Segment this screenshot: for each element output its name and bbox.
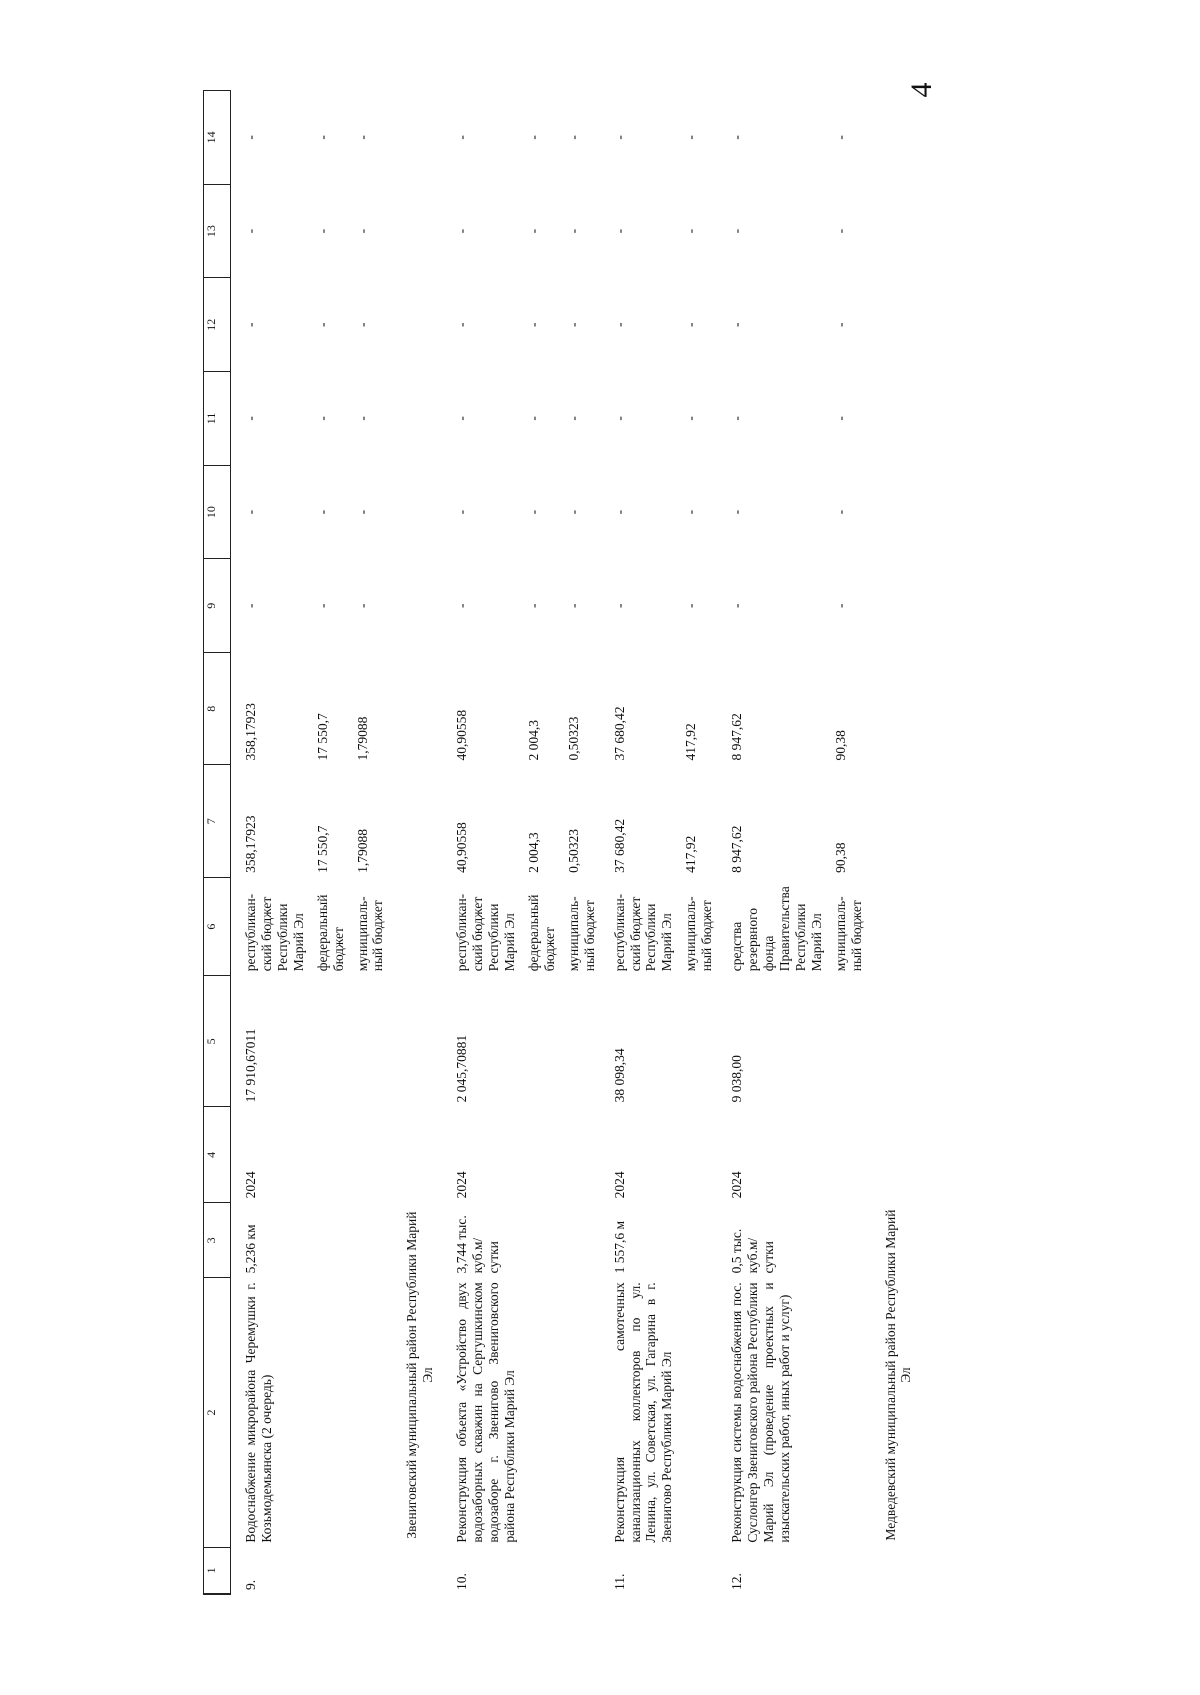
dash-cell: - xyxy=(354,603,370,609)
dash-cell: - xyxy=(683,228,699,234)
amount-c7: 90,38 xyxy=(832,842,848,873)
dash-cell: - xyxy=(683,135,699,140)
dash-cell: - xyxy=(525,509,541,515)
dash-cell: - xyxy=(832,135,848,140)
amount-c8: 358,17923 xyxy=(243,703,258,761)
col-header: 14 xyxy=(204,91,231,185)
dash-cell: - xyxy=(525,322,541,327)
dash-cell: - xyxy=(611,603,627,609)
amount-c7: 17 550,7 xyxy=(314,825,330,873)
row-number: 12. xyxy=(729,1573,745,1590)
amount-c8: 40,90558 xyxy=(454,709,470,761)
funding-source: муниципаль-ный бюджет xyxy=(565,896,597,972)
dash-cell: - xyxy=(729,603,745,609)
col-header: 3 xyxy=(204,1203,231,1278)
dash-cell: - xyxy=(729,416,745,421)
dash-cell: - xyxy=(314,603,330,609)
amount-c7: 417,92 xyxy=(683,835,699,873)
col-header: 4 xyxy=(204,1107,231,1203)
dash-cell: - xyxy=(354,322,370,327)
year: 2024 xyxy=(243,1171,258,1199)
col-header: 9 xyxy=(204,559,231,653)
amount-c8: 17 550,7 xyxy=(314,713,330,761)
table-row xyxy=(600,91,678,1595)
year: 2024 xyxy=(611,1171,627,1199)
funding-source: федеральный бюджет xyxy=(314,894,346,972)
dash-cell: - xyxy=(525,228,541,234)
funding-source: муниципаль-ный бюджет xyxy=(832,896,864,972)
col-header: 13 xyxy=(204,184,231,278)
dash-cell: - xyxy=(314,322,330,327)
dash-cell: - xyxy=(611,416,627,421)
dash-cell: - xyxy=(729,228,745,234)
amount-c8: 0,50323 xyxy=(565,716,581,761)
dash-cell: - xyxy=(314,228,330,234)
row-number: 11. xyxy=(611,1573,627,1590)
dash-cell: - xyxy=(354,509,370,515)
amount-c7: 40,90558 xyxy=(454,822,470,873)
funding-source: муниципаль-ный бюджет xyxy=(354,896,386,972)
row-number: 9. xyxy=(243,1579,258,1590)
dash-cell: - xyxy=(832,603,848,609)
column-number-row xyxy=(204,91,231,1595)
dash-cell: - xyxy=(683,322,699,327)
dash-cell: - xyxy=(454,509,470,515)
amount-c7: 358,17923 xyxy=(243,815,258,873)
dash-cell: - xyxy=(565,509,581,515)
dash-cell: - xyxy=(683,416,699,421)
dash-cell: - xyxy=(314,416,330,421)
funding-source: муниципаль-ный бюджет xyxy=(683,896,715,972)
table-row xyxy=(717,91,827,1595)
funding-source: республикан-ский бюджет Республики Марий Эл xyxy=(454,893,517,972)
dash-cell: - xyxy=(683,603,699,609)
amount-c8: 1,79088 xyxy=(354,716,370,761)
dash-cell: - xyxy=(729,509,745,515)
object-name: Реконструкция системы водоснабжения пос. Суслонгер Звениговского района Республики Марий Эл (проведение проектных и изыскательских работ, иных работ и услуг) xyxy=(729,1282,792,1543)
region-row xyxy=(867,91,931,1595)
table-row xyxy=(231,91,309,1595)
dash-cell: - xyxy=(832,416,848,421)
dash-cell: - xyxy=(454,228,470,234)
amount-c8: 417,92 xyxy=(683,723,699,761)
dash-cell: - xyxy=(243,228,258,234)
amount-c7: 8 947,62 xyxy=(729,825,745,873)
object-name: Реконструкция самотечных канализационных коллекторов по ул. Ленина, ул. Советская, ул. Гагарина в г. Звенигово Республики Марий Эл xyxy=(611,1282,675,1543)
dash-cell: - xyxy=(454,322,470,327)
col-header: 11 xyxy=(204,372,231,466)
amount-c8: 37 680,42 xyxy=(611,706,627,761)
page-number: 4 xyxy=(905,82,938,98)
dash-cell: - xyxy=(525,416,541,421)
dash-cell: - xyxy=(611,228,627,234)
dash-cell: - xyxy=(565,228,581,234)
col-header: 2 xyxy=(204,1278,231,1547)
dash-cell: - xyxy=(454,135,470,140)
dash-cell: - xyxy=(354,135,370,140)
total-cost: 17 910,67011 xyxy=(243,1028,258,1103)
dash-cell: - xyxy=(611,509,627,515)
dash-cell: - xyxy=(611,135,627,140)
dash-cell: - xyxy=(354,228,370,234)
budget-table-sheet xyxy=(203,90,1023,1595)
total-cost: 9 038,00 xyxy=(729,1055,745,1103)
col-header: 12 xyxy=(204,278,231,372)
dash-cell: - xyxy=(565,416,581,421)
amount-c8: 8 947,62 xyxy=(729,713,745,761)
funding-source: средства резервного фонда Правительства Республики Марий Эл xyxy=(729,886,824,972)
table-row xyxy=(452,91,520,1595)
dash-cell: - xyxy=(565,135,581,140)
year: 2024 xyxy=(729,1171,745,1199)
col-header: 5 xyxy=(204,976,231,1107)
dash-cell: - xyxy=(314,509,330,515)
object-name: Реконструкция объекта «Устройство двух водозаборных скважин на Сергушкинском водозаборе г. Звенигово Звениговского района Республики Марий Эл xyxy=(454,1282,517,1543)
capacity: 3,744 тыс. куб.м/сутки xyxy=(454,1215,502,1274)
object-name: Водоснабжение микрорайона Черемушки г. Козьмодемьянска (2 очередь) xyxy=(243,1282,274,1543)
dash-cell: - xyxy=(525,135,541,140)
capacity: 5,236 км xyxy=(243,1224,258,1274)
dash-cell: - xyxy=(314,135,330,140)
col-header: 1 xyxy=(204,1547,231,1594)
amount-c8: 90,38 xyxy=(832,730,848,761)
row-number: 10. xyxy=(454,1573,470,1590)
funding-source: республикан-ский бюджет Республики Марий Эл xyxy=(611,893,675,972)
col-header: 10 xyxy=(204,465,231,559)
dash-cell: - xyxy=(243,322,258,327)
dash-cell: - xyxy=(565,603,581,609)
dash-cell: - xyxy=(354,416,370,421)
dash-cell: - xyxy=(243,509,258,515)
region-title: Звениговский муниципальный район Республики Марий Эл xyxy=(404,1211,436,1539)
capacity: 0,5 тыс. куб.м/сутки xyxy=(729,1228,776,1274)
col-header: 8 xyxy=(204,653,231,765)
capacity: 1 557,6 м xyxy=(611,1220,627,1274)
dash-cell: - xyxy=(832,509,848,515)
col-header: 7 xyxy=(204,765,231,877)
dash-cell: - xyxy=(832,228,848,234)
amount-c8: 2 004,3 xyxy=(525,720,541,761)
amount-c7: 37 680,42 xyxy=(611,818,627,873)
dash-cell: - xyxy=(454,603,470,609)
dash-cell: - xyxy=(611,322,627,327)
col-header: 6 xyxy=(204,877,231,975)
dash-cell: - xyxy=(243,135,258,140)
dash-cell: - xyxy=(454,416,470,421)
year: 2024 xyxy=(454,1171,470,1199)
total-cost: 38 098,34 xyxy=(611,1048,627,1103)
region-title: Медведевский муниципальный район Республики Марий Эл xyxy=(882,1209,914,1541)
dash-cell: - xyxy=(683,509,699,515)
amount-c7: 1,79088 xyxy=(354,829,370,873)
region-row xyxy=(388,91,452,1595)
dash-cell: - xyxy=(243,416,258,421)
dash-cell: - xyxy=(525,603,541,609)
funding-source: республикан-ский бюджет Республики Марий Эл xyxy=(243,893,306,972)
budget-table xyxy=(203,90,930,1595)
dash-cell: - xyxy=(729,135,745,140)
amount-c7: 0,50323 xyxy=(565,829,581,873)
dash-cell: - xyxy=(243,603,258,609)
amount-c7: 2 004,3 xyxy=(525,832,541,873)
total-cost: 2 045,70881 xyxy=(454,1034,470,1103)
funding-source: федеральный бюджет xyxy=(525,894,557,972)
dash-cell: - xyxy=(565,322,581,327)
dash-cell: - xyxy=(832,322,848,327)
dash-cell: - xyxy=(729,322,745,327)
